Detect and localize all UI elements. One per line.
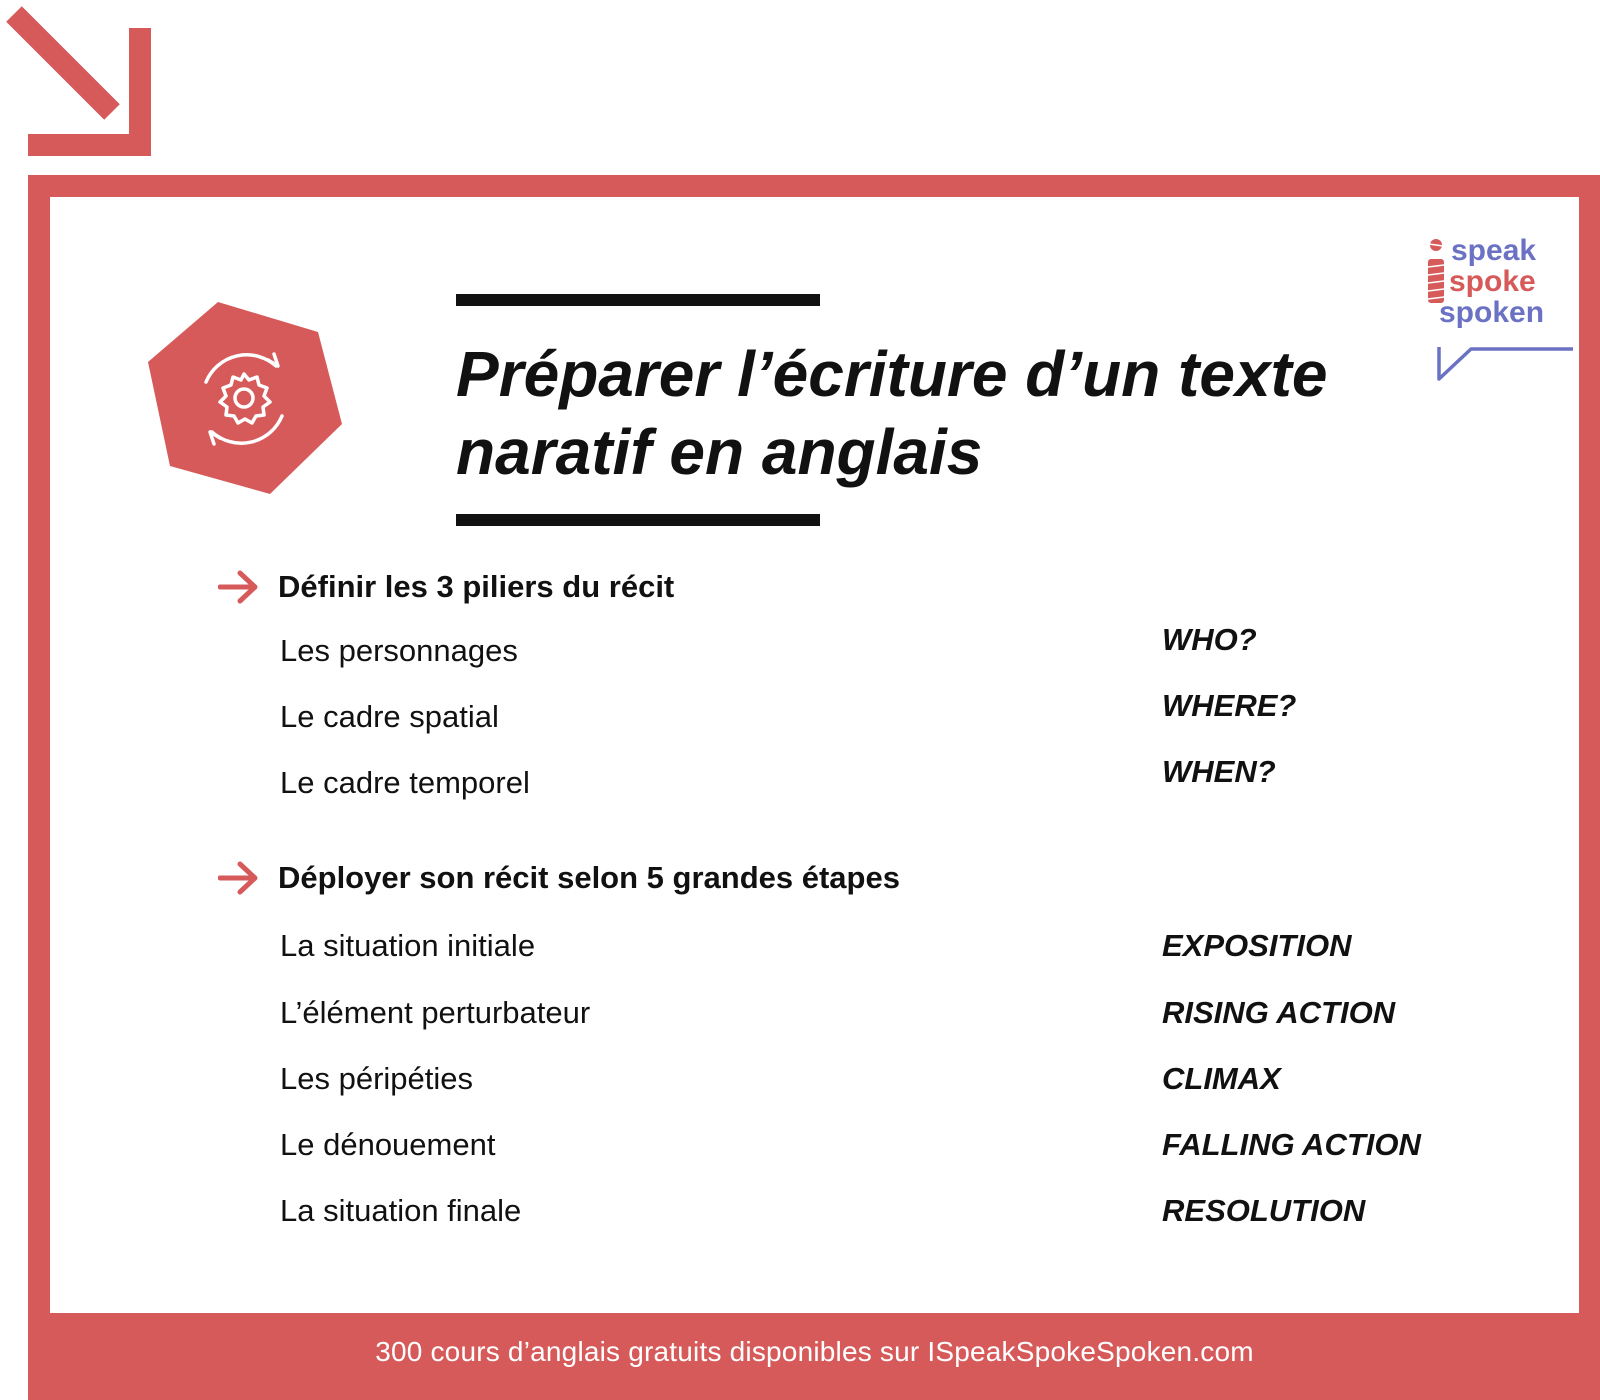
list-item — [280, 1127, 1500, 1167]
section-heading-steps — [218, 858, 900, 898]
item-fr: La situation initiale — [280, 928, 536, 963]
item-en: RESOLUTION — [1162, 1193, 1366, 1228]
item-fr: Le cadre temporel — [280, 765, 530, 800]
list-item — [280, 1061, 1500, 1101]
list-item — [280, 1193, 1500, 1233]
arrow-down-right-icon — [0, 0, 160, 160]
item-en: CLIMAX — [1162, 1061, 1281, 1096]
title-top-rule — [456, 294, 820, 306]
page-title: Préparer l’écriture d’un texte naratif en anglais — [456, 338, 1328, 488]
list-item — [280, 928, 1500, 968]
item-en: WHO? — [1162, 622, 1257, 657]
footer-text: 300 cours d’anglais gratuits disponibles sur ISpeakSpokeSpoken.com — [375, 1336, 1254, 1367]
gear-cycle-icon — [146, 300, 342, 496]
logo-word-spoken: spoken — [1439, 296, 1545, 329]
list-item — [280, 754, 1500, 805]
title-bottom-rule — [456, 514, 820, 526]
section-heading-text: Définir les 3 piliers du récit — [278, 569, 675, 604]
item-en: EXPOSITION — [1162, 928, 1352, 963]
list-item — [280, 995, 1500, 1035]
speech-tail-icon — [1437, 345, 1575, 395]
item-en: WHEN? — [1162, 754, 1276, 789]
item-en: RISING ACTION — [1162, 995, 1396, 1030]
item-fr: Le dénouement — [280, 1127, 496, 1162]
item-fr: Le cadre spatial — [280, 699, 499, 734]
item-fr: Les personnages — [280, 633, 518, 668]
logo-wordmark — [1439, 235, 1544, 328]
arrow-right-icon — [218, 570, 260, 604]
logo-word-speak: speak — [1451, 234, 1537, 267]
section-heading-text: Déployer son récit selon 5 grandes étapes — [278, 860, 900, 895]
logo-word-spoke: spoke — [1449, 265, 1536, 298]
item-en: WHERE? — [1162, 688, 1297, 723]
logo — [1425, 235, 1575, 395]
item-en: FALLING ACTION — [1162, 1127, 1421, 1162]
arrow-right-icon — [218, 861, 260, 895]
list-item — [280, 622, 1500, 673]
item-fr: L’élément perturbateur — [280, 995, 591, 1030]
item-fr: Les péripéties — [280, 1061, 474, 1096]
list-item — [280, 688, 1500, 739]
item-fr: La situation finale — [280, 1193, 522, 1228]
section-heading-pillars — [218, 567, 674, 607]
